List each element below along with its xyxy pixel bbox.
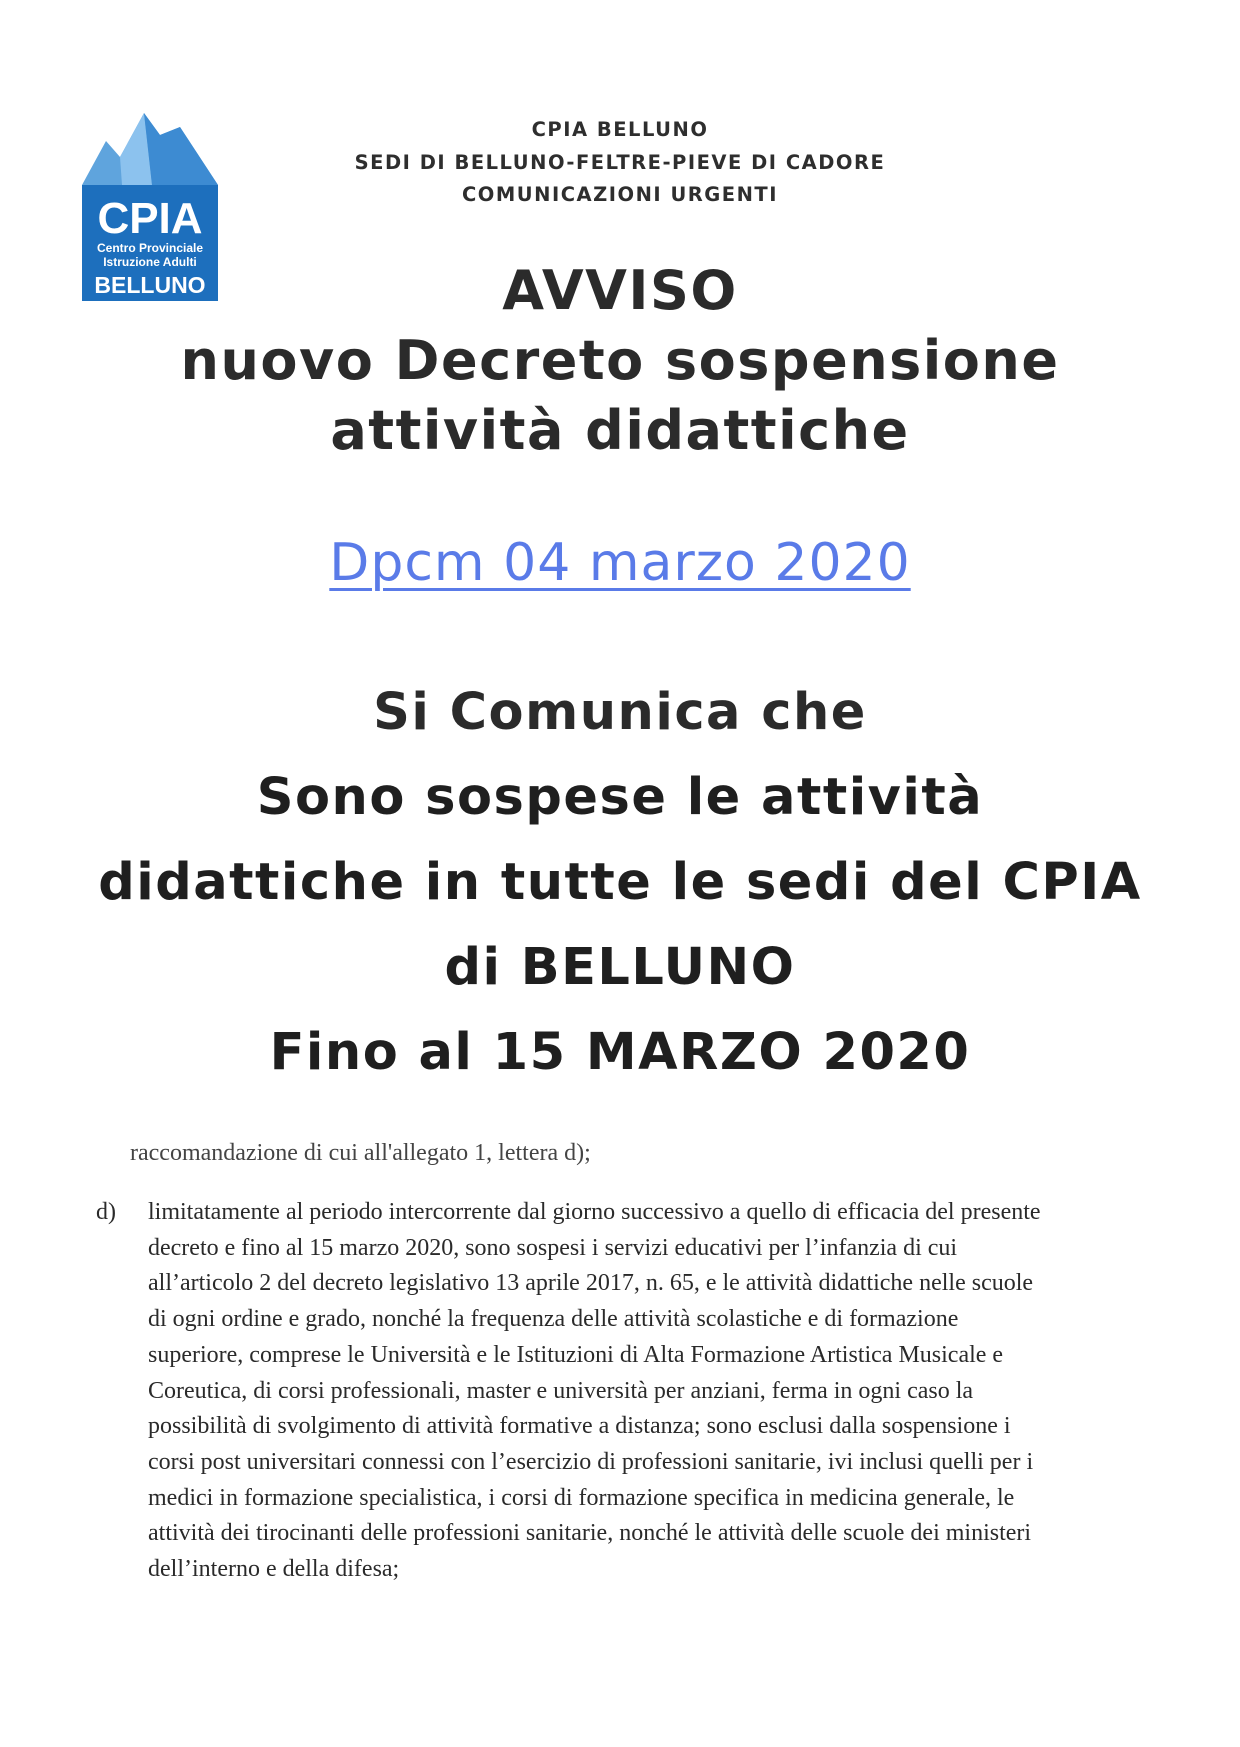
header-line-3: COMUNICAZIONI URGENTI — [462, 183, 778, 206]
title-line-1: AVVISO — [502, 259, 738, 322]
comm-line-3: didattiche in tutte le sedi del CPIA — [98, 853, 1142, 912]
header-line-1: CPIA BELLUNO — [531, 118, 709, 141]
excerpt-line: superiore, comprese le Università e le Istituzioni di Alta Formazione Artistica Musicale e — [148, 1341, 1004, 1368]
excerpt-lines — [148, 1195, 1041, 1588]
excerpt-line: dell’interno e della difesa; — [148, 1556, 400, 1583]
logo-acronym: CPIA — [97, 194, 203, 243]
cut-line-text: raccomandazione di cui all'allegato 1, lettera d); — [130, 1140, 591, 1166]
excerpt-line: corsi post universitari connessi con l’esercizio di professioni sanitarie, ivi inclusi quelli per i — [148, 1448, 1034, 1475]
excerpt-item-d — [96, 1195, 1156, 1588]
header-line-2: SEDI DI BELLUNO-FELTRE-PIEVE DI CADORE — [354, 150, 886, 174]
title-line-2: nuovo Decreto sospensione — [180, 329, 1060, 392]
comm-line-5: Fino al 15 MARZO 2020 — [269, 1023, 971, 1082]
excerpt-line: decreto e fino al 15 marzo 2020, sono sospesi i servizi educativi per l’infanzia di cui — [148, 1234, 958, 1261]
logo-line1: Centro Provinciale — [96, 241, 204, 255]
dpcm-link[interactable]: Dpcm 04 marzo 2020 — [329, 533, 911, 593]
excerpt-line: all’articolo 2 del decreto legislativo 13 aprile 2017, n. 65, e le attività didattiche nelle scuole — [148, 1270, 1034, 1297]
logo-line2: Istruzione Adulti — [103, 255, 197, 269]
excerpt-line: Coreutica, di corsi professionali, master e università per anziani, ferma in ogni caso la — [148, 1377, 974, 1404]
excerpt-cut-line — [130, 1140, 690, 1172]
comm-line-4: di BELLUNO — [444, 938, 796, 997]
excerpt-line: medici in formazione specialistica, i corsi di formazione specifica in medicina generale, le — [148, 1484, 1015, 1511]
organization-header — [300, 114, 940, 212]
comm-line-2: Sono sospese le attività — [256, 768, 984, 827]
comm-line-1: Si Comunica che — [373, 683, 867, 742]
excerpt-line: attività dei tirocinanti delle professioni sanitarie, nonché le attività delle scuole dei ministeri — [148, 1520, 1032, 1547]
dpcm-link-container — [0, 530, 1240, 596]
title-line-3: attività didattiche — [330, 399, 910, 462]
excerpt-line: di ogni ordine e grado, nonché la frequenza delle attività scolastiche e di formazione — [148, 1306, 959, 1333]
communication-block — [0, 670, 1240, 1095]
excerpt-line: possibilità di svolgimento di attività formative a distanza; sono esclusi dalla sospensione i — [148, 1413, 1011, 1440]
item-letter: d) — [96, 1199, 116, 1225]
excerpt-line: limitatamente al periodo intercorrente dal giorno successivo a quello di efficacia del presente — [148, 1199, 1041, 1225]
logo-city: BELLUNO — [94, 272, 206, 298]
notice-title — [0, 256, 1240, 466]
decree-excerpt — [96, 1195, 1156, 1588]
